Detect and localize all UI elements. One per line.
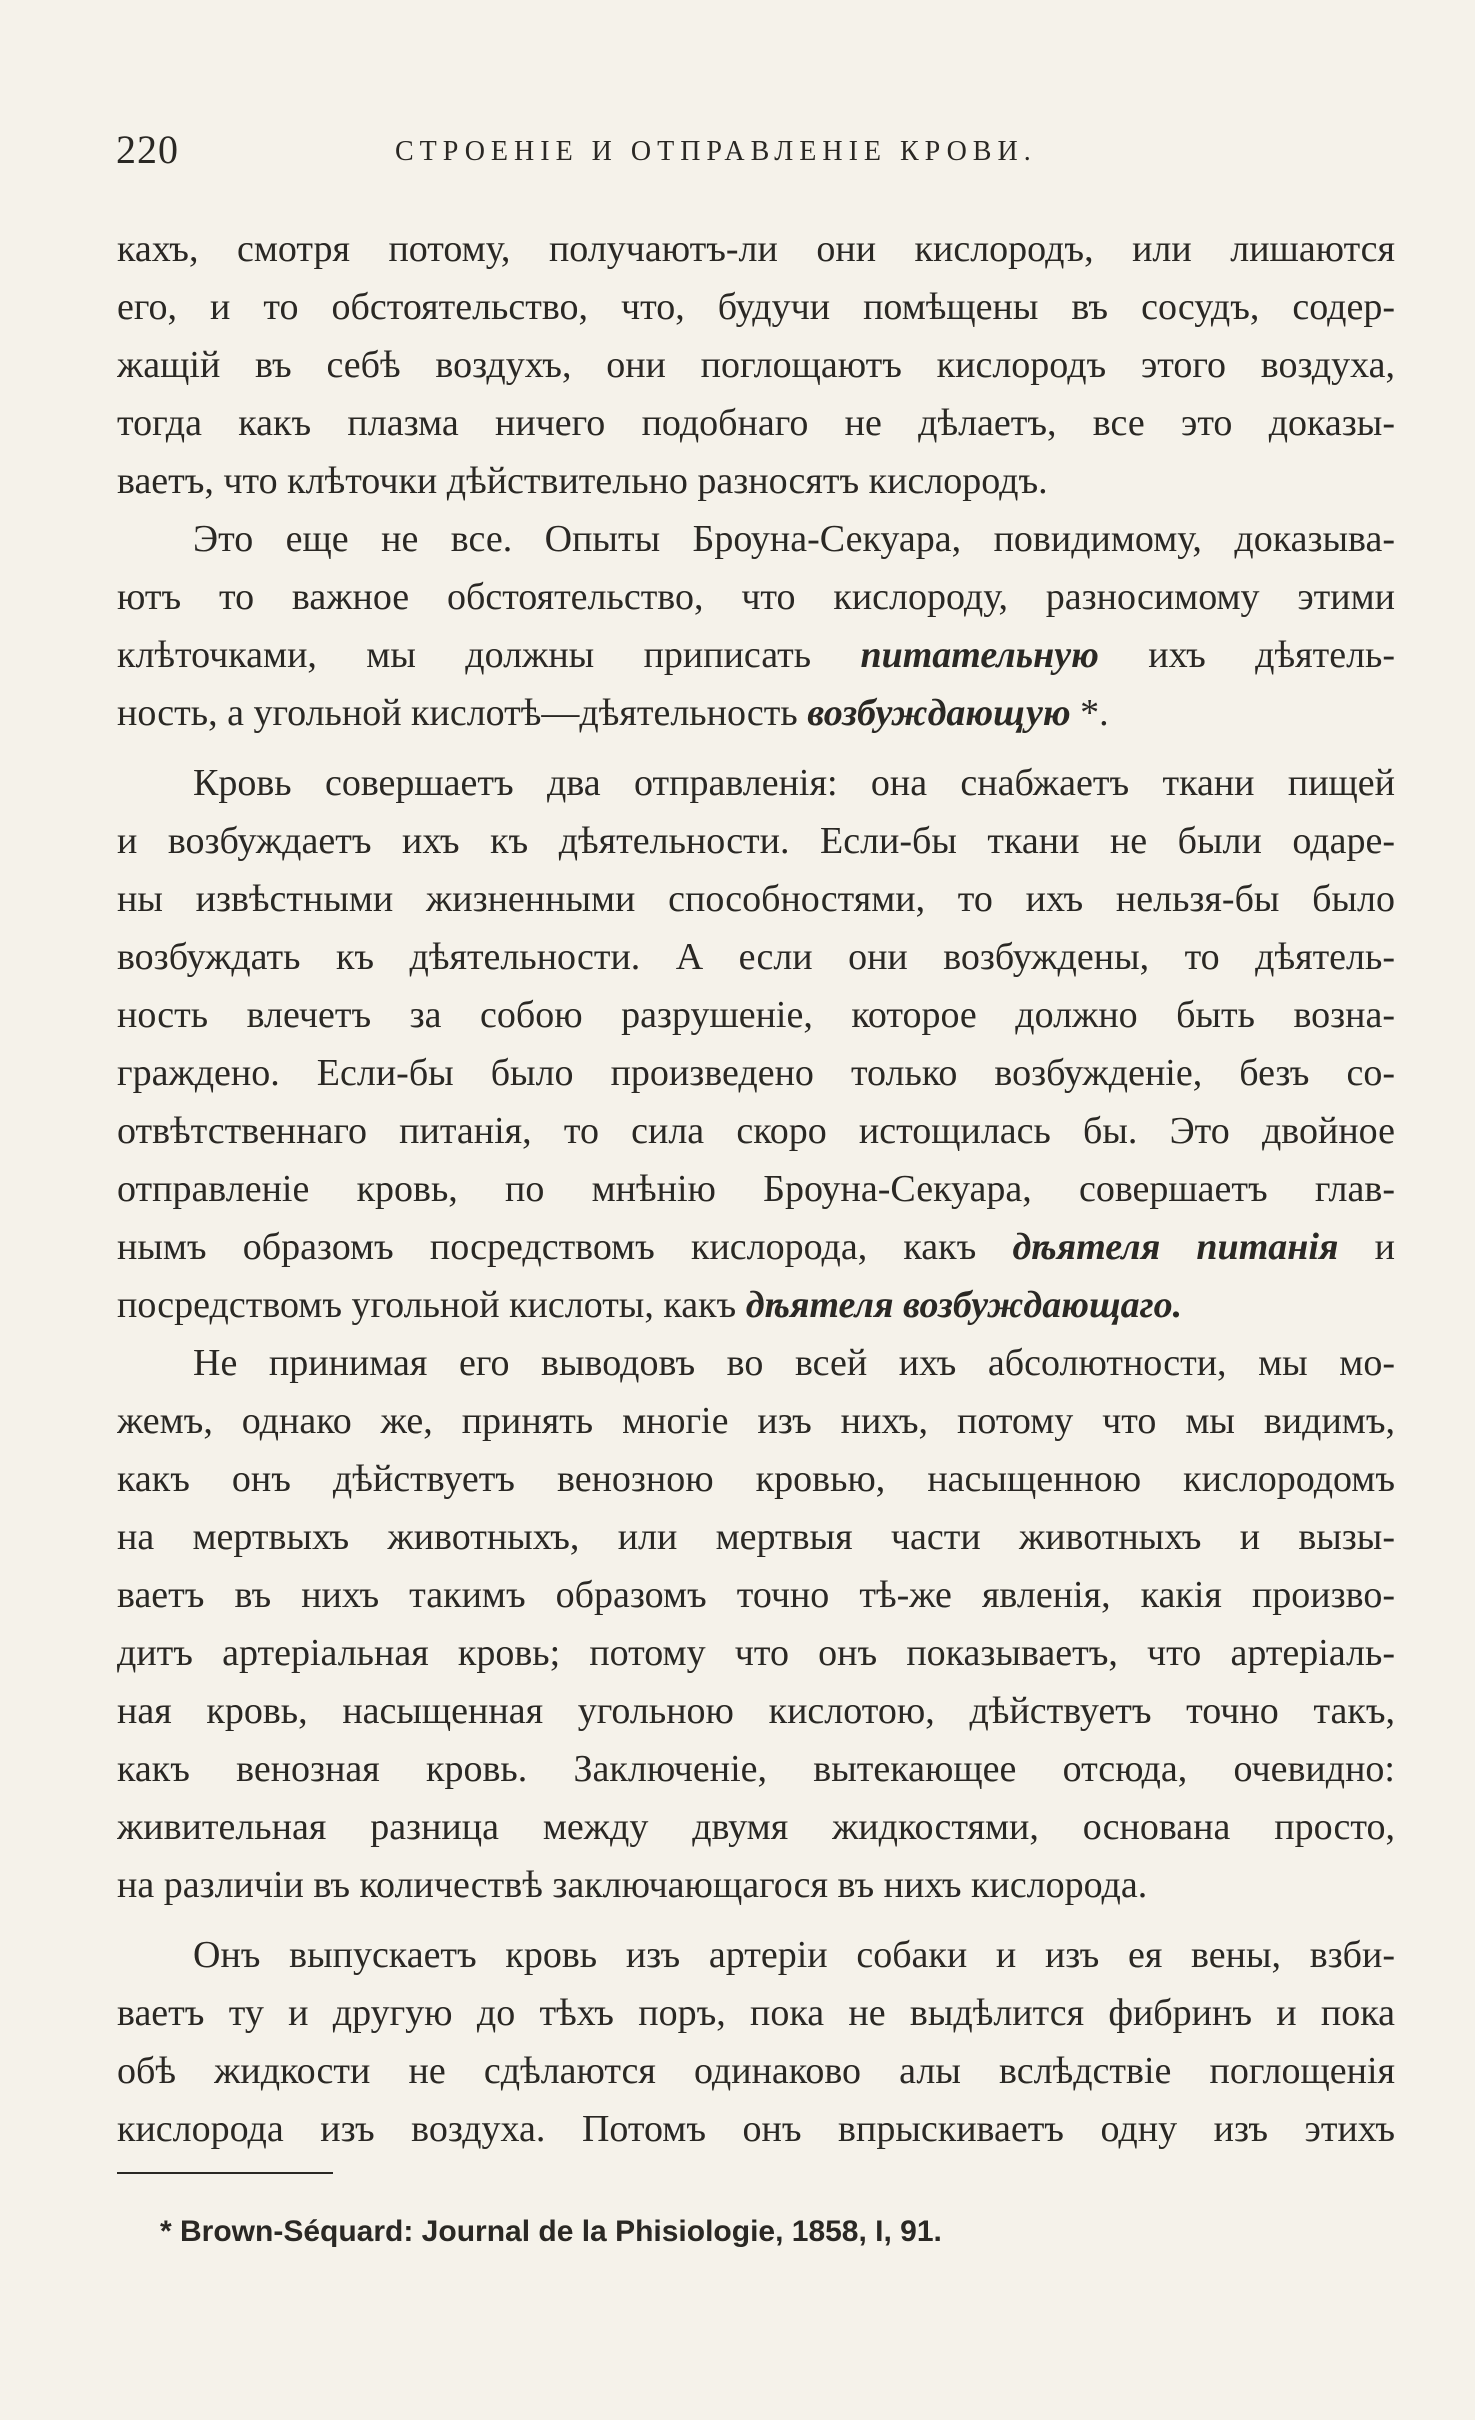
- paragraph-4: [117, 1334, 1395, 1914]
- text-line: ютъ то важное обстоятельство, что кислороду, разносимому этими: [117, 576, 1395, 618]
- text-line: на различіи въ количествѣ заключающагося въ нихъ кислорода.: [117, 1864, 1148, 1906]
- emphasis-text: питательную: [860, 634, 1099, 676]
- text-line: граждено. Если-бы было произведено только возбужденіе, безъ со-: [117, 1052, 1395, 1094]
- text-line: ваетъ ту и другую до тѣхъ поръ, пока не выдѣлится фибринъ и пока: [117, 1992, 1395, 2034]
- text-line: ны извѣстными жизненными способностями, то ихъ нельзя-бы было: [117, 878, 1395, 920]
- text-line: кахъ, смотря потому, получаютъ-ли они кислородъ, или лишаются: [117, 228, 1395, 270]
- text-line: ность влечетъ за собою разрушеніе, которое должно быть возна-: [117, 994, 1395, 1036]
- text-line: [117, 626, 1395, 684]
- text-line: [117, 684, 1395, 742]
- text-line: тогда какъ плазма ничего подобнаго не дѣлаетъ, все это доказы-: [117, 402, 1395, 444]
- text-line: его, и то обстоятельство, что, будучи помѣщены въ сосудъ, содер-: [117, 286, 1395, 328]
- text-line: ваетъ въ нихъ такимъ образомъ точно тѣ-же явленія, какія произво-: [117, 1574, 1395, 1616]
- page-number: 220: [116, 127, 179, 172]
- text-line: Не принимая его выводовъ во всей ихъ абсолютности, мы мо-: [193, 1342, 1395, 1384]
- emphasis-text: дѣятеля возбуждающаго.: [745, 1284, 1183, 1326]
- page-header: [112, 112, 1392, 182]
- text-line: отвѣтственнаго питанія, то сила скоро истощилась бы. Это двойное: [117, 1110, 1395, 1152]
- text-line: живительная разница между двумя жидкостями, основана просто,: [117, 1806, 1395, 1848]
- text-line: ная кровь, насыщенная угольною кислотою, дѣйствуетъ точно такъ,: [117, 1690, 1395, 1732]
- text-line: кислорода изъ воздуха. Потомъ онъ впрыскиваетъ одну изъ этихъ: [117, 2108, 1395, 2150]
- paragraph-3: [117, 754, 1395, 1334]
- text-segment: нымъ образомъ посредствомъ кислорода, какъ: [117, 1226, 977, 1268]
- text-line: [117, 1276, 1395, 1334]
- text-line: на мертвыхъ животныхъ, или мертвыя части животныхъ и вызы-: [117, 1516, 1395, 1558]
- text-line: жащій въ себѣ воздухъ, они поглощаютъ кислородъ этого воздуха,: [117, 344, 1395, 386]
- running-head: СТРОЕНІЕ И ОТПРАВЛЕНІЕ КРОВИ.: [395, 136, 1037, 167]
- text-segment: ность, а угольной кислотѣ—дѣятельность: [117, 692, 798, 734]
- paragraph-2: [117, 510, 1395, 742]
- body-text: [117, 220, 1395, 2158]
- paragraph-5: [117, 1926, 1395, 2158]
- text-line: какъ онъ дѣйствуетъ венозною кровью, насыщенною кислородомъ: [117, 1458, 1395, 1500]
- footnote: * Brown-Séquard: Journal de la Phisiologie, 1858, I, 91.: [160, 2215, 942, 2248]
- text-segment: посредствомъ угольной кислоты, какъ: [117, 1284, 737, 1326]
- text-line: возбуждать къ дѣятельности. А если они возбуждены, то дѣятель-: [117, 936, 1395, 978]
- footnote-marker: *.: [1070, 692, 1109, 734]
- text-line: отправленіе кровь, по мнѣнію Броуна-Секуара, совершаетъ глав-: [117, 1168, 1395, 1210]
- text-line: [117, 1218, 1395, 1276]
- emphasis-text: дѣятеля питанія: [1012, 1226, 1339, 1268]
- text-line: Кровь совершаетъ два отправленія: она снабжаетъ ткани пищей: [193, 762, 1395, 804]
- text-line: Это еще не все. Опыты Броуна-Секуара, повидимому, доказыва-: [193, 518, 1395, 560]
- text-line: ваетъ, что клѣточки дѣйствительно разносятъ кислородъ.: [117, 460, 1048, 502]
- footnote-divider: [117, 2172, 333, 2174]
- text-line: Онъ выпускаетъ кровь изъ артеріи собаки и изъ ея вены, взби-: [193, 1934, 1395, 1976]
- emphasis-text: возбуждающую: [807, 692, 1071, 734]
- text-segment: ихъ дѣятель-: [1148, 634, 1395, 676]
- text-line: дитъ артеріальная кровь; потому что онъ показываетъ, что артеріаль-: [117, 1632, 1395, 1674]
- text-line: и возбуждаетъ ихъ къ дѣятельности. Если-бы ткани не были одаре-: [117, 820, 1395, 862]
- text-line: какъ венозная кровь. Заключеніе, вытекающее отсюда, очевидно:: [117, 1748, 1395, 1790]
- text-line: обѣ жидкости не сдѣлаются одинаково алы вслѣдствіе поглощенія: [117, 2050, 1395, 2092]
- text-segment: и: [1374, 1226, 1395, 1268]
- text-segment: клѣточками, мы должны приписать: [117, 634, 812, 676]
- paragraph-1: [117, 220, 1395, 510]
- text-line: жемъ, однако же, принять многіе изъ нихъ, потому что мы видимъ,: [117, 1400, 1395, 1442]
